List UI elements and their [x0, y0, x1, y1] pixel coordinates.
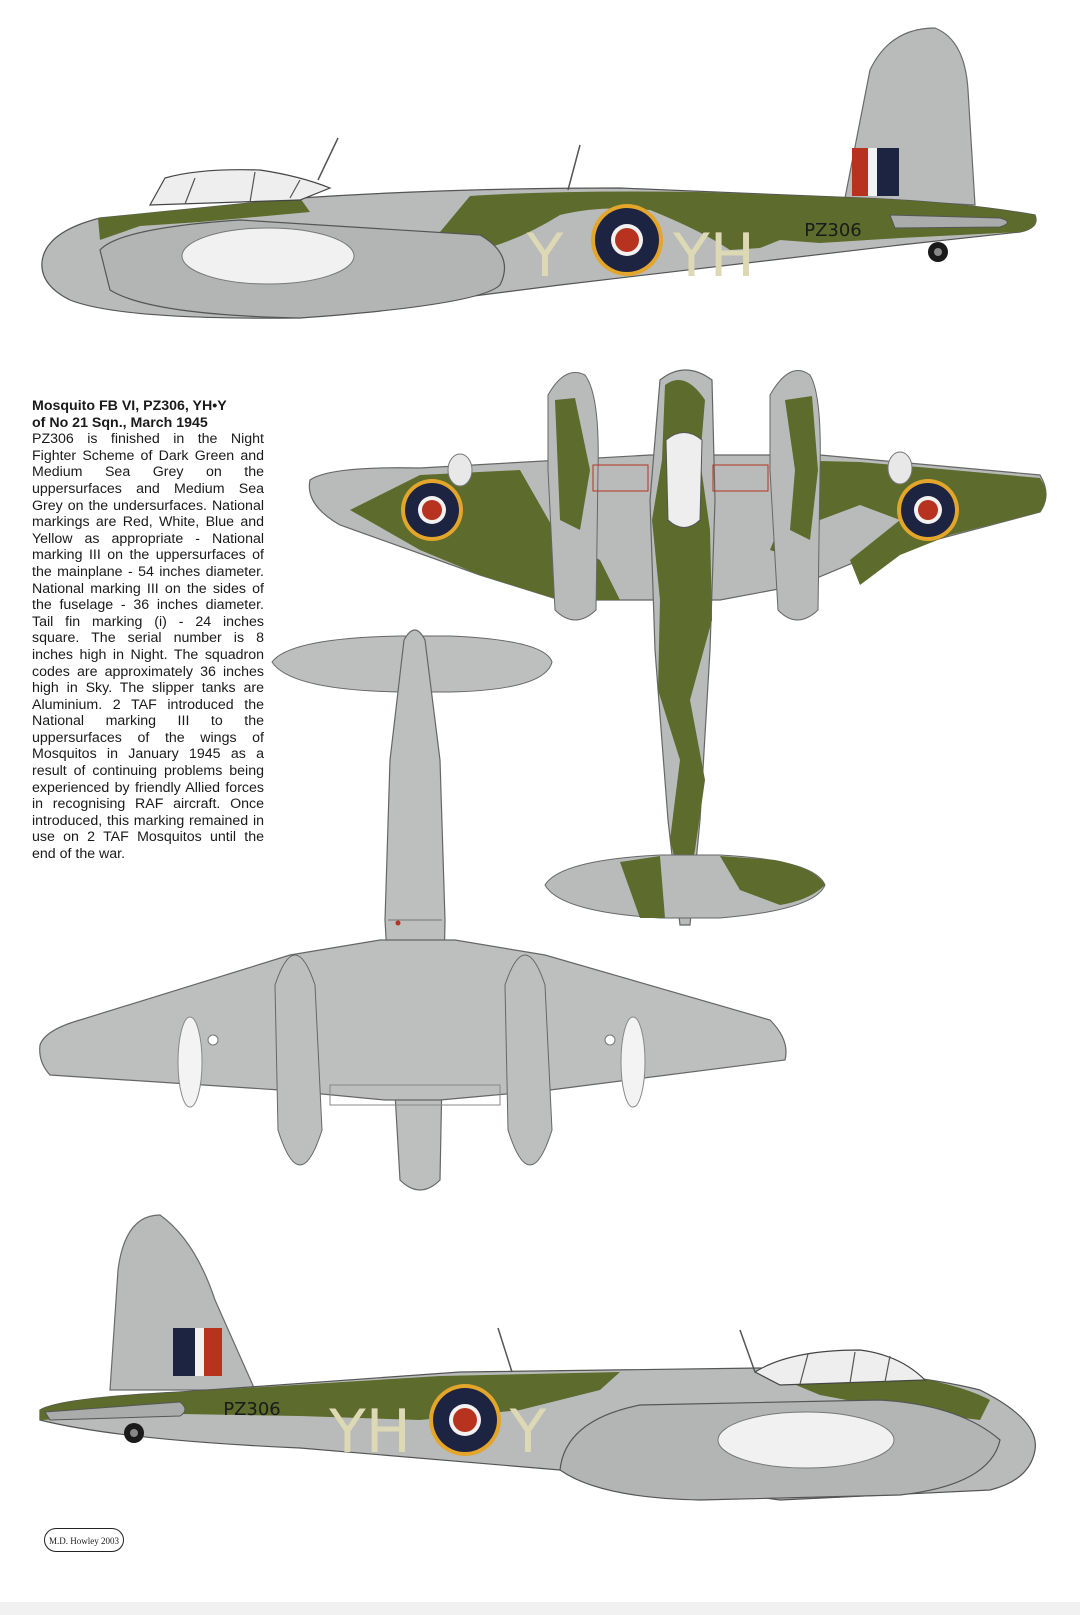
slipper-tank-left — [178, 1017, 202, 1107]
caption-block — [32, 398, 264, 863]
slipper-tank-right — [621, 1017, 645, 1107]
page-bottom-strip — [0, 1602, 1080, 1615]
nacelle-right-lower — [505, 955, 552, 1165]
wing-roundel-left — [401, 479, 463, 541]
side-profile-bottom — [40, 1215, 1035, 1500]
squadron-code-left-top: Y — [526, 221, 564, 291]
caption-title-line1: Mosquito FB VI, PZ306, YH•Y — [32, 398, 227, 414]
squadron-code-left-bottom: YH — [329, 1397, 411, 1467]
fin-flash-red-top — [852, 148, 868, 196]
fuselage-roundel-top — [591, 204, 663, 276]
nacelle-left-lower — [275, 955, 322, 1165]
caption-title-line2: of No 21 Sqn., March 1945 — [32, 414, 208, 431]
canopy-bottom — [755, 1350, 925, 1385]
slipper-tank-top — [182, 228, 354, 284]
squadron-code-right-top: YH — [673, 221, 755, 291]
serial-top: PZ306 — [804, 220, 862, 241]
squadron-code-right-bottom: Y — [509, 1397, 547, 1467]
canopy-plan — [666, 433, 702, 528]
fuselage-roundel-bottom — [429, 1384, 501, 1456]
side-profile-top — [42, 28, 1036, 318]
wing-lower — [40, 940, 786, 1100]
wing-roundel-right — [897, 479, 959, 541]
artist-signature: M.D. Howley 2003 — [44, 1528, 124, 1552]
fuselage-lower — [385, 630, 445, 1190]
fin-flash-blue-bottom — [173, 1328, 195, 1376]
serial-bottom: PZ306 — [223, 1399, 281, 1420]
caption-body: PZ306 is finished in the Night Fighter Scheme of Dark Green and Medium Sea Grey on the uppersurfaces and Medium Sea Grey on the undersurfaces. National markings are Red, White, Blue and Yellow as appropriate - National marking III on the uppersurfaces of the mainplane - 54 inches diameter. National marking III on the sides of the fuselage - 36 inches diameter. Tail fin marking (i) - 24 inches square. The serial number is 8 inches high in Night. The squadron codes are approximately 36 inches high in Sky. The slipper tanks are Aluminium. 2 TAF introduced the National marking III to the uppersurfaces of the wings of Mosquitos in January 1945 as a result of continuing problems being experienced by friendly Allied forces in recognising RAF aircraft. Once introduced, this marking remained in use on 2 TAF Mosquitos until the end of the war. — [32, 431, 264, 863]
slipper-tank-bottom — [718, 1412, 894, 1468]
